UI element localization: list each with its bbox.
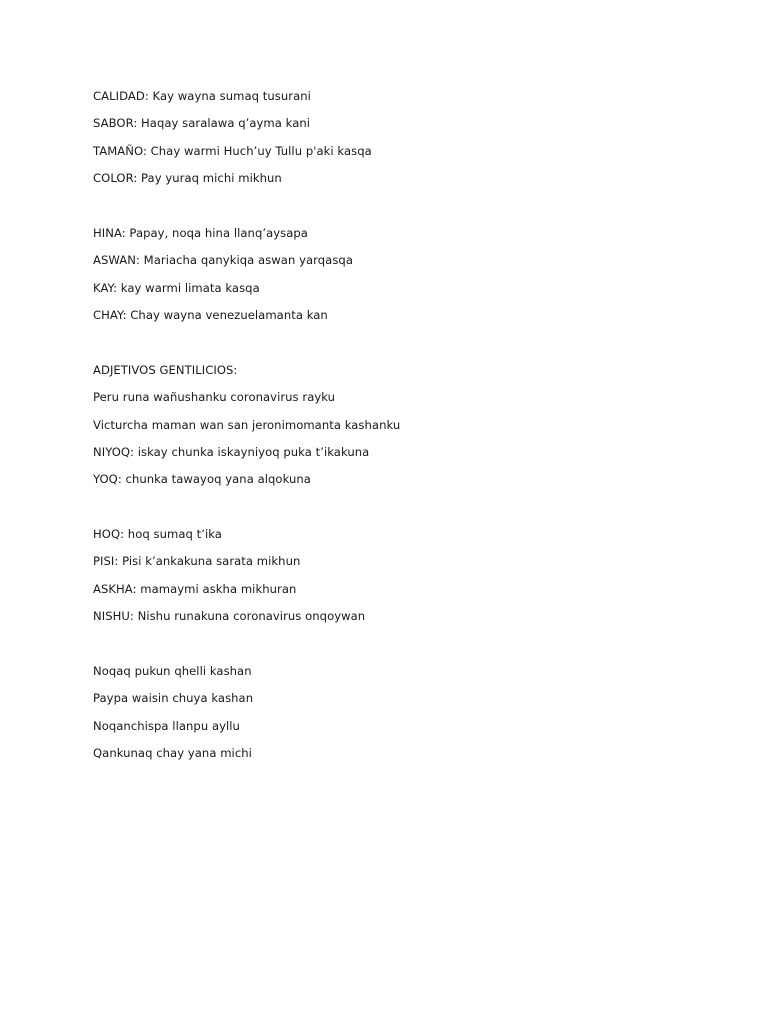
text-line: HOQ: hoq sumaq t’ika — [93, 527, 222, 541]
section-quantifiers — [93, 527, 713, 636]
text-line: SABOR: Haqay saralawa q’ayma kani — [93, 116, 311, 131]
section-gentilicios — [93, 363, 713, 499]
text-line: COLOR: Pay yuraq michi mikhun — [93, 170, 282, 185]
text-line: YOQ: chunka tawayoq yana alqokuna — [93, 472, 311, 487]
text-line: Victurcha maman wan san jeronimomanta kashanku — [93, 417, 401, 432]
text-line: KAY: kay warmi limata kasqa — [93, 280, 260, 295]
text-line: Paypa waisin chuya kashan — [93, 691, 254, 706]
text-line: NIYOQ: iskay chunka iskayniyoq puka t’ikakuna — [93, 444, 370, 459]
section-possessives — [93, 664, 713, 773]
text-line: Noqaq pukun qhelli kashan — [93, 664, 252, 678]
section-heading: ADJETIVOS GENTILICIOS: — [93, 363, 238, 377]
text-line: Noqanchispa llanpu ayllu — [93, 718, 240, 733]
text-line: TAMAÑO: Chay warmi Huch’uy Tullu p'aki kasqa — [93, 143, 372, 158]
section-adjectives-quality — [93, 89, 713, 198]
text-line: Qankunaq chay yana michi — [93, 745, 252, 760]
text-line: CALIDAD: Kay wayna sumaq tusurani — [93, 89, 311, 103]
text-line: CHAY: Chay wayna venezuelamanta kan — [93, 307, 328, 322]
text-line: HINA: Papay, noqa hina llanq’aysapa — [93, 226, 308, 240]
text-line: NISHU: Nishu runakuna coronavirus onqoywan — [93, 608, 366, 623]
text-line: PISI: Pisi k’ankakuna sarata mikhun — [93, 554, 301, 569]
text-line: Peru runa wañushanku coronavirus rayku — [93, 390, 336, 405]
text-line: ASKHA: mamaymi askha mikhuran — [93, 581, 297, 596]
text-line: ASWAN: Mariacha qanykiqa aswan yarqasqa — [93, 253, 353, 268]
section-comparatives — [93, 226, 713, 335]
